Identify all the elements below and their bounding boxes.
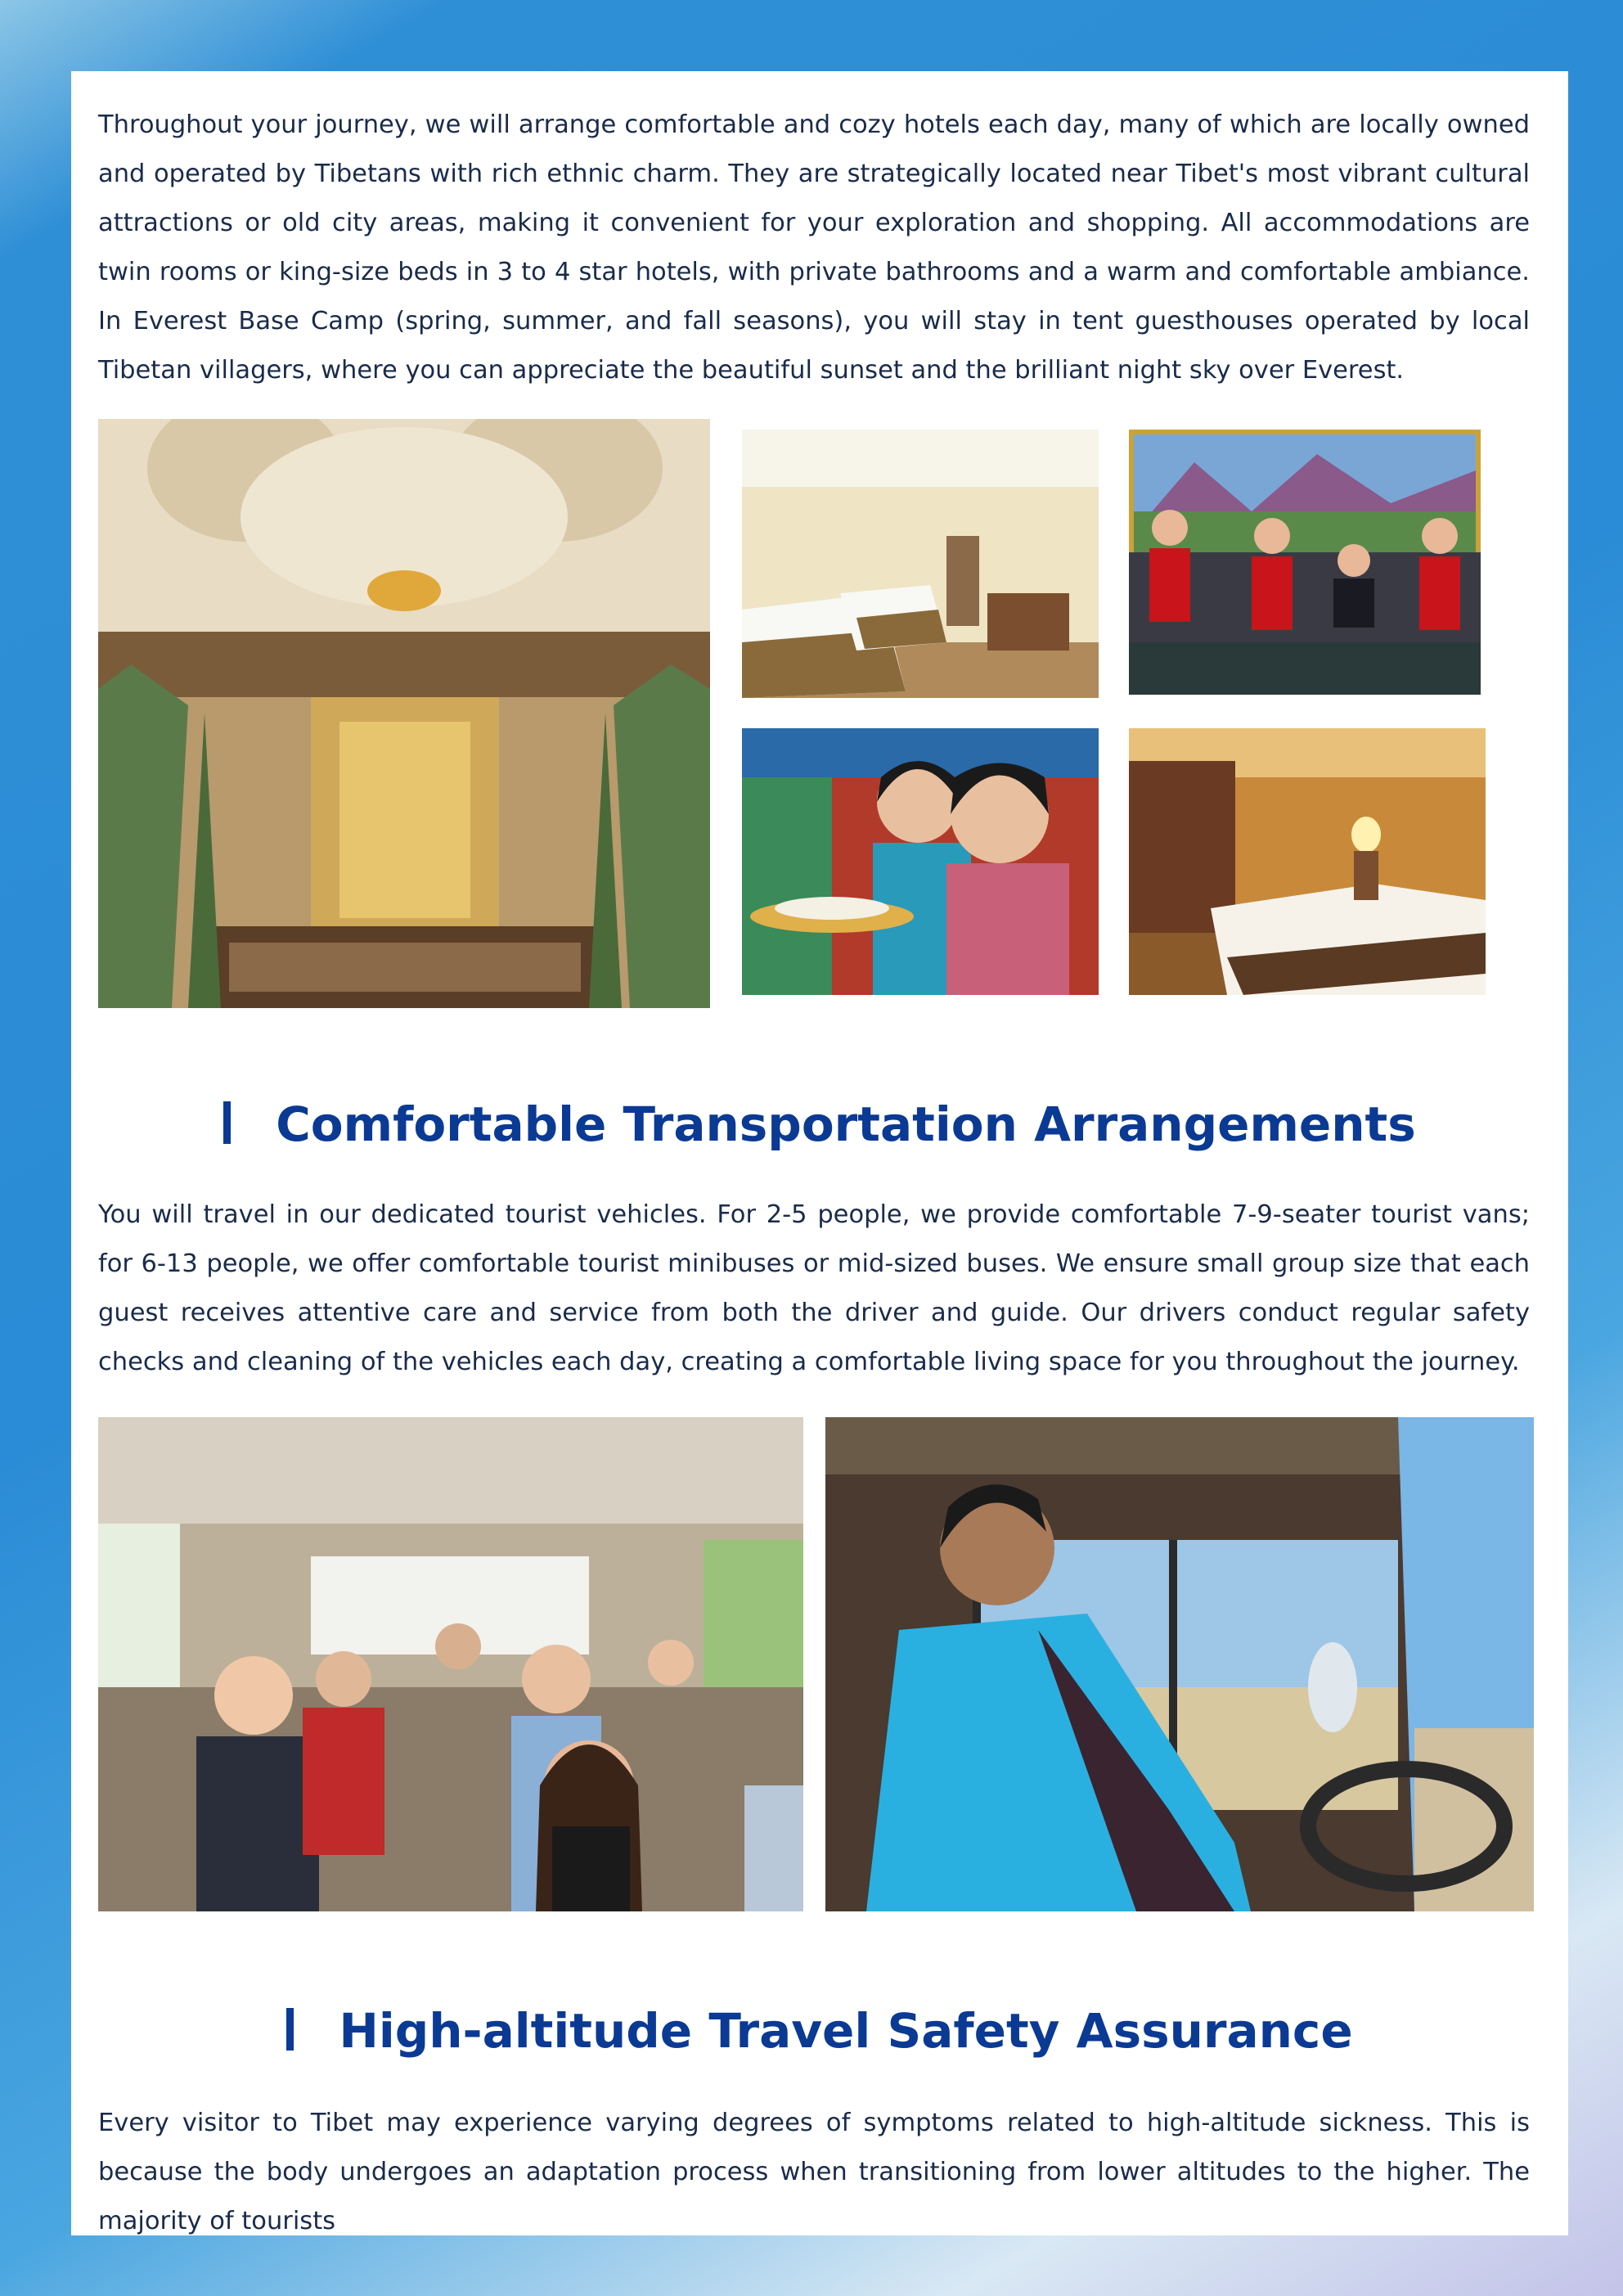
heading-accent-bar bbox=[286, 2008, 294, 2051]
transportation-heading bbox=[71, 1096, 1568, 1153]
hotel-lobby-photo bbox=[98, 419, 710, 1008]
driver-photo bbox=[825, 1417, 1534, 1911]
twin-room-photo bbox=[742, 430, 1099, 698]
transportation-paragraph: You will travel in our dedicated tourist vehicles. For 2-5 people, we provide comfortable 7-9-seater tourist vans; for 6-13 people, we offer comfortable tourist minibuses or mid-sized buses. We ensure small group size that each guest receives attentive care and service from both the driver and guide. Our drivers conduct regular safety checks and cleaning of the vehicles each day, creating a comfortable living space for you throughout the journey. bbox=[98, 1200, 1530, 1376]
heading-accent-bar bbox=[223, 1101, 231, 1144]
brochure-page bbox=[71, 71, 1568, 2235]
safety-heading bbox=[71, 2002, 1568, 2060]
accommodation-paragraph: Throughout your journey, we will arrange comfortable and cozy hotels each day, many of which are locally owned and operated by Tibetans with rich ethnic charm. They are strategically located near Tibet's most vibrant cultural attractions or old city areas, making it convenient for your exploration and shopping. All accommodations are twin rooms or king-size beds in 3 to 4 star hotels, with private bathrooms and a warm and comfortable ambiance. In Everest Base Camp (spring, summer, and fall seasons), you will stay in tent guesthouses operated by local Tibetan villagers, where you can appreciate the beautiful sunset and the brilliant night sky over Everest. bbox=[98, 110, 1530, 385]
minibus-passengers-photo bbox=[98, 1417, 803, 1911]
transportation-heading-text: Comfortable Transportation Arrangements bbox=[276, 1096, 1416, 1152]
king-room-photo bbox=[1129, 728, 1486, 995]
safety-heading-text: High-altitude Travel Safety Assurance bbox=[339, 2003, 1353, 2059]
tibetan-hostess-photo bbox=[742, 728, 1099, 995]
reception-staff-photo bbox=[1129, 430, 1481, 695]
safety-paragraph: Every visitor to Tibet may experience varying degrees of symptoms related to high-altitude sickness. This is because the body undergoes an adaptation process when transitioning from lower altitudes to the higher. The majority of tourists bbox=[98, 2109, 1530, 2235]
